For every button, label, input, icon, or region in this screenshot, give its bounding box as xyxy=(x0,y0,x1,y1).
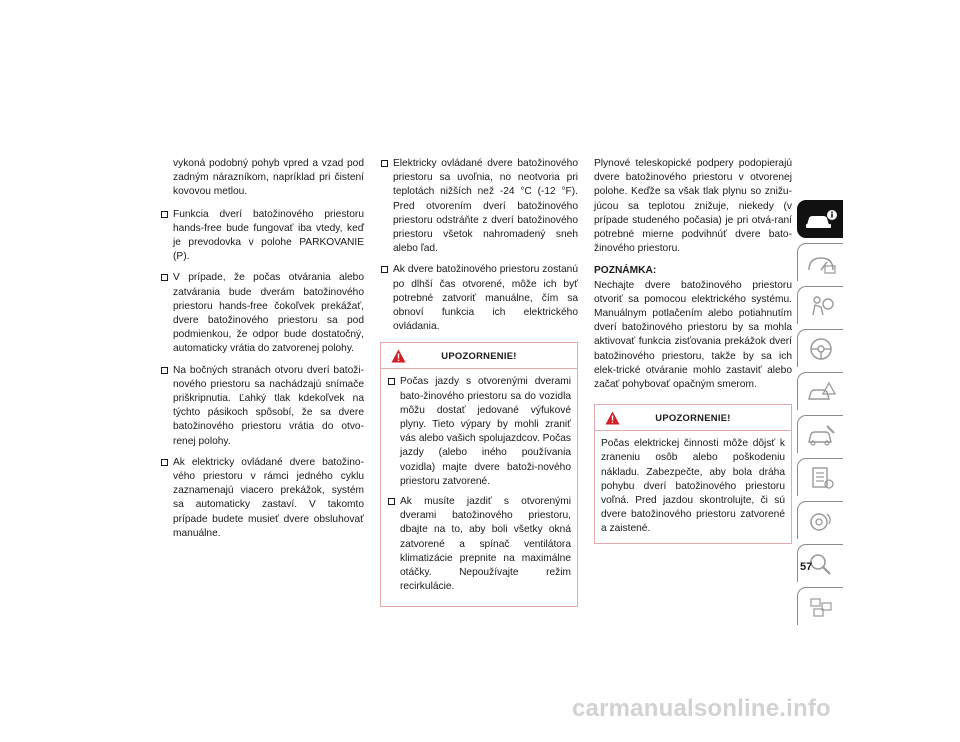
watermark: carmanualsonline.info xyxy=(572,695,831,722)
warning-title: UPOZORNENIE! xyxy=(655,412,731,424)
bullet-item: Počas jazdy s otvorenými dverami bato-žinového priestoru sa do vozidla môžu dostať jedované výfukové plyny. Tieto výpary by mohli zraniť vás alebo vašich spolujazdcov. Počas jazdy (alebo iného používania vozidla) majte dvere batoži-nového priestoru zatvorené. xyxy=(387,375,571,489)
multimedia-icon xyxy=(805,508,837,534)
warning-box xyxy=(594,404,792,543)
bullet-item: V prípade, že počas otvárania alebo zatvárania bude dverám batožinového priestoru hands-free čokoľvek prekážať, dvere batožinového priestoru sa pod podmienkou, že odpor bude dostatočný, automaticky vrátia do zatvorenej polohy. xyxy=(160,271,364,356)
tab-starting-operating[interactable] xyxy=(797,329,843,367)
column-2 xyxy=(380,157,578,607)
car-info-icon xyxy=(804,209,838,231)
bullet-item: Ak musíte jazdiť s otvorenými dverami batožinového priestoru, dbajte na to, aby boli všetky okná zatvorené a spínač ventilátora klimatizácie prepnite na maximálne otáčky. Nepoužívajte režim recirkulácie. xyxy=(387,495,571,594)
bullet-box-icon xyxy=(161,211,168,218)
tab-getting-to-know-vehicle[interactable] xyxy=(797,200,843,238)
bullet-box-icon xyxy=(381,160,388,167)
warning-title: UPOZORNENIE! xyxy=(441,350,517,362)
paragraph: Plynové teleskopické podpery podopierajú dvere batožinového priestoru v otvorenej polohe. Keďže sa však tlak plynu so znižu-júcou sa teplotou znižuje, niekedy (v prípade studeného počasia) je pri otvá-raní potrebné mierne podvihnúť dvere bato-žinového priestoru. xyxy=(594,158,792,255)
bullet-box-icon xyxy=(388,498,395,505)
tab-emergency[interactable] xyxy=(797,372,843,410)
dashboard-warning-icon xyxy=(805,250,837,276)
airbag-safety-icon xyxy=(805,293,837,319)
note-text: Nechajte dvere batožinového priestoru otvoriť sa pomocou elektrického systému. Manuálnym potlačením alebo potiahnutím dverí batožinového priestoru by sa mohla aktivovať funkcia zisťovania prekážok dverí batožinového priestoru, takže by sa ich elek-trické otváranie mohlo zastaviť alebo začať pohybovať opačným smerom. xyxy=(594,279,792,391)
bullet-item: Na bočných stranách otvoru dverí batoži-nového priestoru sa nachádzajú snímače priškripnutia. Ľahký tlak kdekoľvek na týchto pásikoch spôsobí, že sa dvere batožinového priestoru vrátia do otvo-renej polohy. xyxy=(160,364,364,449)
bullet-box-icon xyxy=(161,367,168,374)
bullet-box-icon xyxy=(388,378,395,385)
bullet-item: Elektricky ovládané dvere batožinového priestoru sa uvoľnia, no neotvoria pri teplotách nižších než -24 °C (-12 °F). Pred otvorením dverí batožinového priestoru odstráňte z dverí batožinového priestoru všetok nahromadený sneh alebo ľad. xyxy=(380,157,578,256)
tab-servicing[interactable] xyxy=(797,415,843,453)
specifications-icon xyxy=(805,465,837,491)
bullet-item: Funkcia dverí batožinového priestoru hands-free bude fungovať iba vtedy, keď je prevodovka v polohe PARKOVANIE (P). xyxy=(160,208,364,265)
tab-multimedia[interactable] xyxy=(797,501,843,539)
warning-header xyxy=(381,343,577,369)
service-car-icon xyxy=(805,422,837,448)
warning-triangle-icon xyxy=(605,411,620,425)
hazard-car-icon xyxy=(805,379,837,405)
language-icon xyxy=(805,594,837,620)
bullet-box-icon xyxy=(161,459,168,466)
tab-safety[interactable] xyxy=(797,286,843,324)
warning-box xyxy=(380,342,578,607)
bullet-box-icon xyxy=(161,274,168,281)
tab-technical-specs[interactable] xyxy=(797,458,843,496)
bullet-item: Ak elektricky ovládané dvere batožino-vého priestoru v rámci jedného cyklu zaznamenajú viacero prekážok, systém sa automaticky zastaví. V takomto prípade budete musieť dvere obsluhovať manuálne. xyxy=(160,456,364,541)
column-3 xyxy=(594,157,792,544)
warning-body xyxy=(381,369,577,606)
column-1 xyxy=(160,157,364,548)
bullet-item: Ak dvere batožinového priestoru zostanú po dlhší čas otvorené, môže ich byť potrebné zatvoriť manuálne, čím sa obnoví funkcia ich elektrického ovládania. xyxy=(380,263,578,334)
tab-languages[interactable] xyxy=(797,587,843,625)
note-title: POZNÁMKA: xyxy=(594,265,657,277)
warning-header xyxy=(595,405,791,431)
warning-triangle-icon xyxy=(391,349,406,363)
steering-wheel-icon xyxy=(805,336,837,362)
warning-text: Počas elektrickej činnosti môže dôjsť k zraneniu osôb alebo poškodeniu nákladu. Zabezpečte, aby bola dráha pohybu dverí batožinového priestoru voľná. Pred jazdou skontrolujte, či sú dvere batožinového priestoru zatvorené a zaistené. xyxy=(601,438,785,535)
warning-body xyxy=(595,431,791,542)
continued-paragraph: vykoná podobný pohyb vpred a vzad pod zadným nárazníkom, napríklad pri čistení kovovou metlou. xyxy=(173,158,364,198)
tab-dashboard[interactable] xyxy=(797,243,843,281)
bullet-box-icon xyxy=(381,266,388,273)
page-number: 57 xyxy=(800,561,813,573)
